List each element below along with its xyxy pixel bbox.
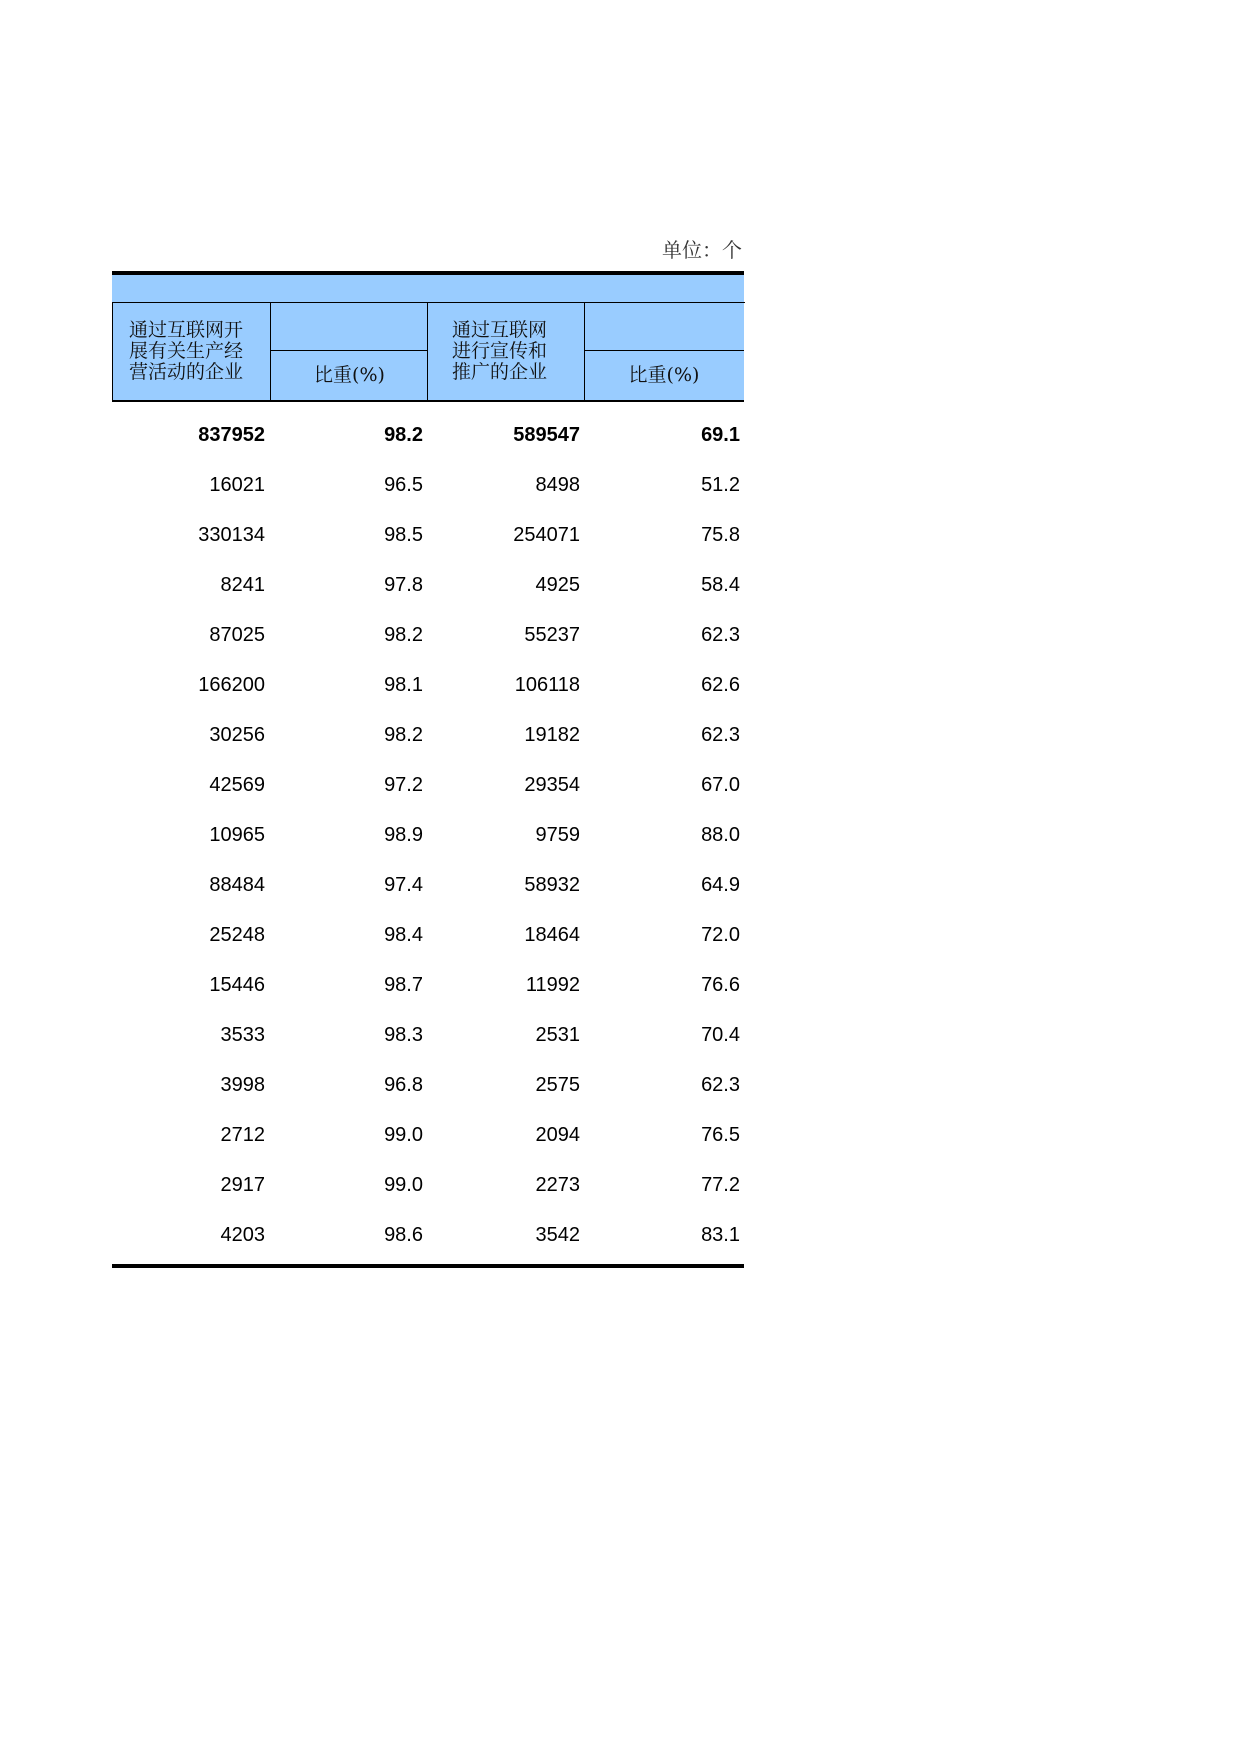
subheader-rule: [584, 350, 744, 351]
unit-label: 单位：个: [662, 238, 742, 262]
table-row: [112, 508, 744, 558]
table-cell: 2094: [535, 1124, 580, 1146]
subheader-rule: [270, 350, 428, 351]
table-cell: 589547: [513, 424, 580, 446]
table-cell: 62.3: [701, 724, 740, 746]
table-cell: 15446: [209, 974, 265, 996]
table-cell: 30256: [209, 724, 265, 746]
header-col4: 比重(%): [628, 364, 700, 386]
table-cell: 98.4: [384, 924, 423, 946]
table-cell: 96.8: [384, 1074, 423, 1096]
table-cell: 2712: [220, 1124, 265, 1146]
table-cell: 88484: [209, 874, 265, 896]
table-body: [112, 408, 744, 1258]
table-cell: 88.0: [701, 824, 740, 846]
table-cell: 64.9: [701, 874, 740, 896]
table-cell: 98.1: [384, 674, 423, 696]
header-col2: 比重(%): [314, 364, 385, 386]
table-row: [112, 1208, 744, 1258]
table-row: [112, 458, 744, 508]
header-band: [112, 275, 744, 302]
table-cell: 58.4: [701, 574, 740, 596]
table-cell: 77.2: [701, 1174, 740, 1196]
table-cell: 29354: [524, 774, 580, 796]
table-cell: 67.0: [701, 774, 740, 796]
table-cell: 330134: [198, 524, 265, 546]
table-cell: 42569: [209, 774, 265, 796]
table-cell: 98.2: [384, 424, 423, 446]
table-cell: 254071: [513, 524, 580, 546]
table-cell: 98.6: [384, 1224, 423, 1246]
table-cell: 55237: [524, 624, 580, 646]
table-cell: 837952: [198, 424, 265, 446]
table-cell: 16021: [209, 474, 265, 496]
table-row: [112, 908, 744, 958]
table-cell: 58932: [524, 874, 580, 896]
table-row: [112, 958, 744, 1008]
table-row: [112, 558, 744, 608]
table-cell: 51.2: [701, 474, 740, 496]
table-cell: 2273: [535, 1174, 580, 1196]
table-cell: 99.0: [384, 1124, 423, 1146]
table-cell: 98.5: [384, 524, 423, 546]
table-row: [112, 1108, 744, 1158]
table-cell: 8498: [535, 474, 580, 496]
table-cell: 3542: [535, 1224, 580, 1246]
table-row: [112, 408, 744, 458]
table-row: [112, 758, 744, 808]
table-row: [112, 1158, 744, 1208]
table-cell: 4925: [535, 574, 580, 596]
table-cell: 96.5: [384, 474, 423, 496]
table-cell: 18464: [524, 924, 580, 946]
table-row: [112, 858, 744, 908]
table-cell: 70.4: [701, 1024, 740, 1046]
table-cell: 72.0: [701, 924, 740, 946]
table-cell: 99.0: [384, 1174, 423, 1196]
table-cell: 3533: [220, 1024, 265, 1046]
table-cell: 83.1: [701, 1224, 740, 1246]
table-cell: 2575: [535, 1074, 580, 1096]
table-row: [112, 808, 744, 858]
table-cell: 97.8: [384, 574, 423, 596]
table-cell: 62.6: [701, 674, 740, 696]
table-row: [112, 658, 744, 708]
table-row: [112, 1058, 744, 1108]
table-cell: 3998: [220, 1074, 265, 1096]
table-cell: 97.2: [384, 774, 423, 796]
header-col3: 通过互联网 进行宣传和 推广的企业: [452, 319, 548, 383]
header-top-rule: [427, 302, 745, 303]
table-cell: 4203: [220, 1224, 265, 1246]
table-cell: 8241: [220, 574, 265, 596]
table-cell: 166200: [198, 674, 265, 696]
table-row: [112, 1008, 744, 1058]
table-cell: 98.2: [384, 724, 423, 746]
table-cell: 97.4: [384, 874, 423, 896]
data-table: [112, 271, 744, 1268]
header-col1: 通过互联网开 展有关生产经 营活动的企业: [129, 319, 244, 383]
table-row: [112, 708, 744, 758]
table-cell: 98.2: [384, 624, 423, 646]
table-cell: 10965: [209, 824, 265, 846]
table-cell: 19182: [524, 724, 580, 746]
table-cell: 76.6: [701, 974, 740, 996]
table-cell: 87025: [209, 624, 265, 646]
table-header: [112, 302, 744, 402]
table-cell: 62.3: [701, 1074, 740, 1096]
table-cell: 11992: [525, 974, 580, 996]
header-top-rule: [113, 302, 428, 303]
table-cell: 106118: [514, 674, 580, 696]
table-row: [112, 608, 744, 658]
table-cell: 98.3: [384, 1024, 423, 1046]
table-cell: 98.7: [384, 974, 423, 996]
table-cell: 69.1: [701, 424, 740, 446]
table-cell: 75.8: [701, 524, 740, 546]
table-cell: 9759: [535, 824, 580, 846]
table-cell: 25248: [209, 924, 265, 946]
table-cell: 62.3: [701, 624, 740, 646]
table-cell: 2531: [535, 1024, 580, 1046]
table-cell: 98.9: [384, 824, 423, 846]
table-cell: 2917: [220, 1174, 265, 1196]
table-cell: 76.5: [701, 1124, 740, 1146]
table-bottom-rule: [112, 1264, 744, 1268]
